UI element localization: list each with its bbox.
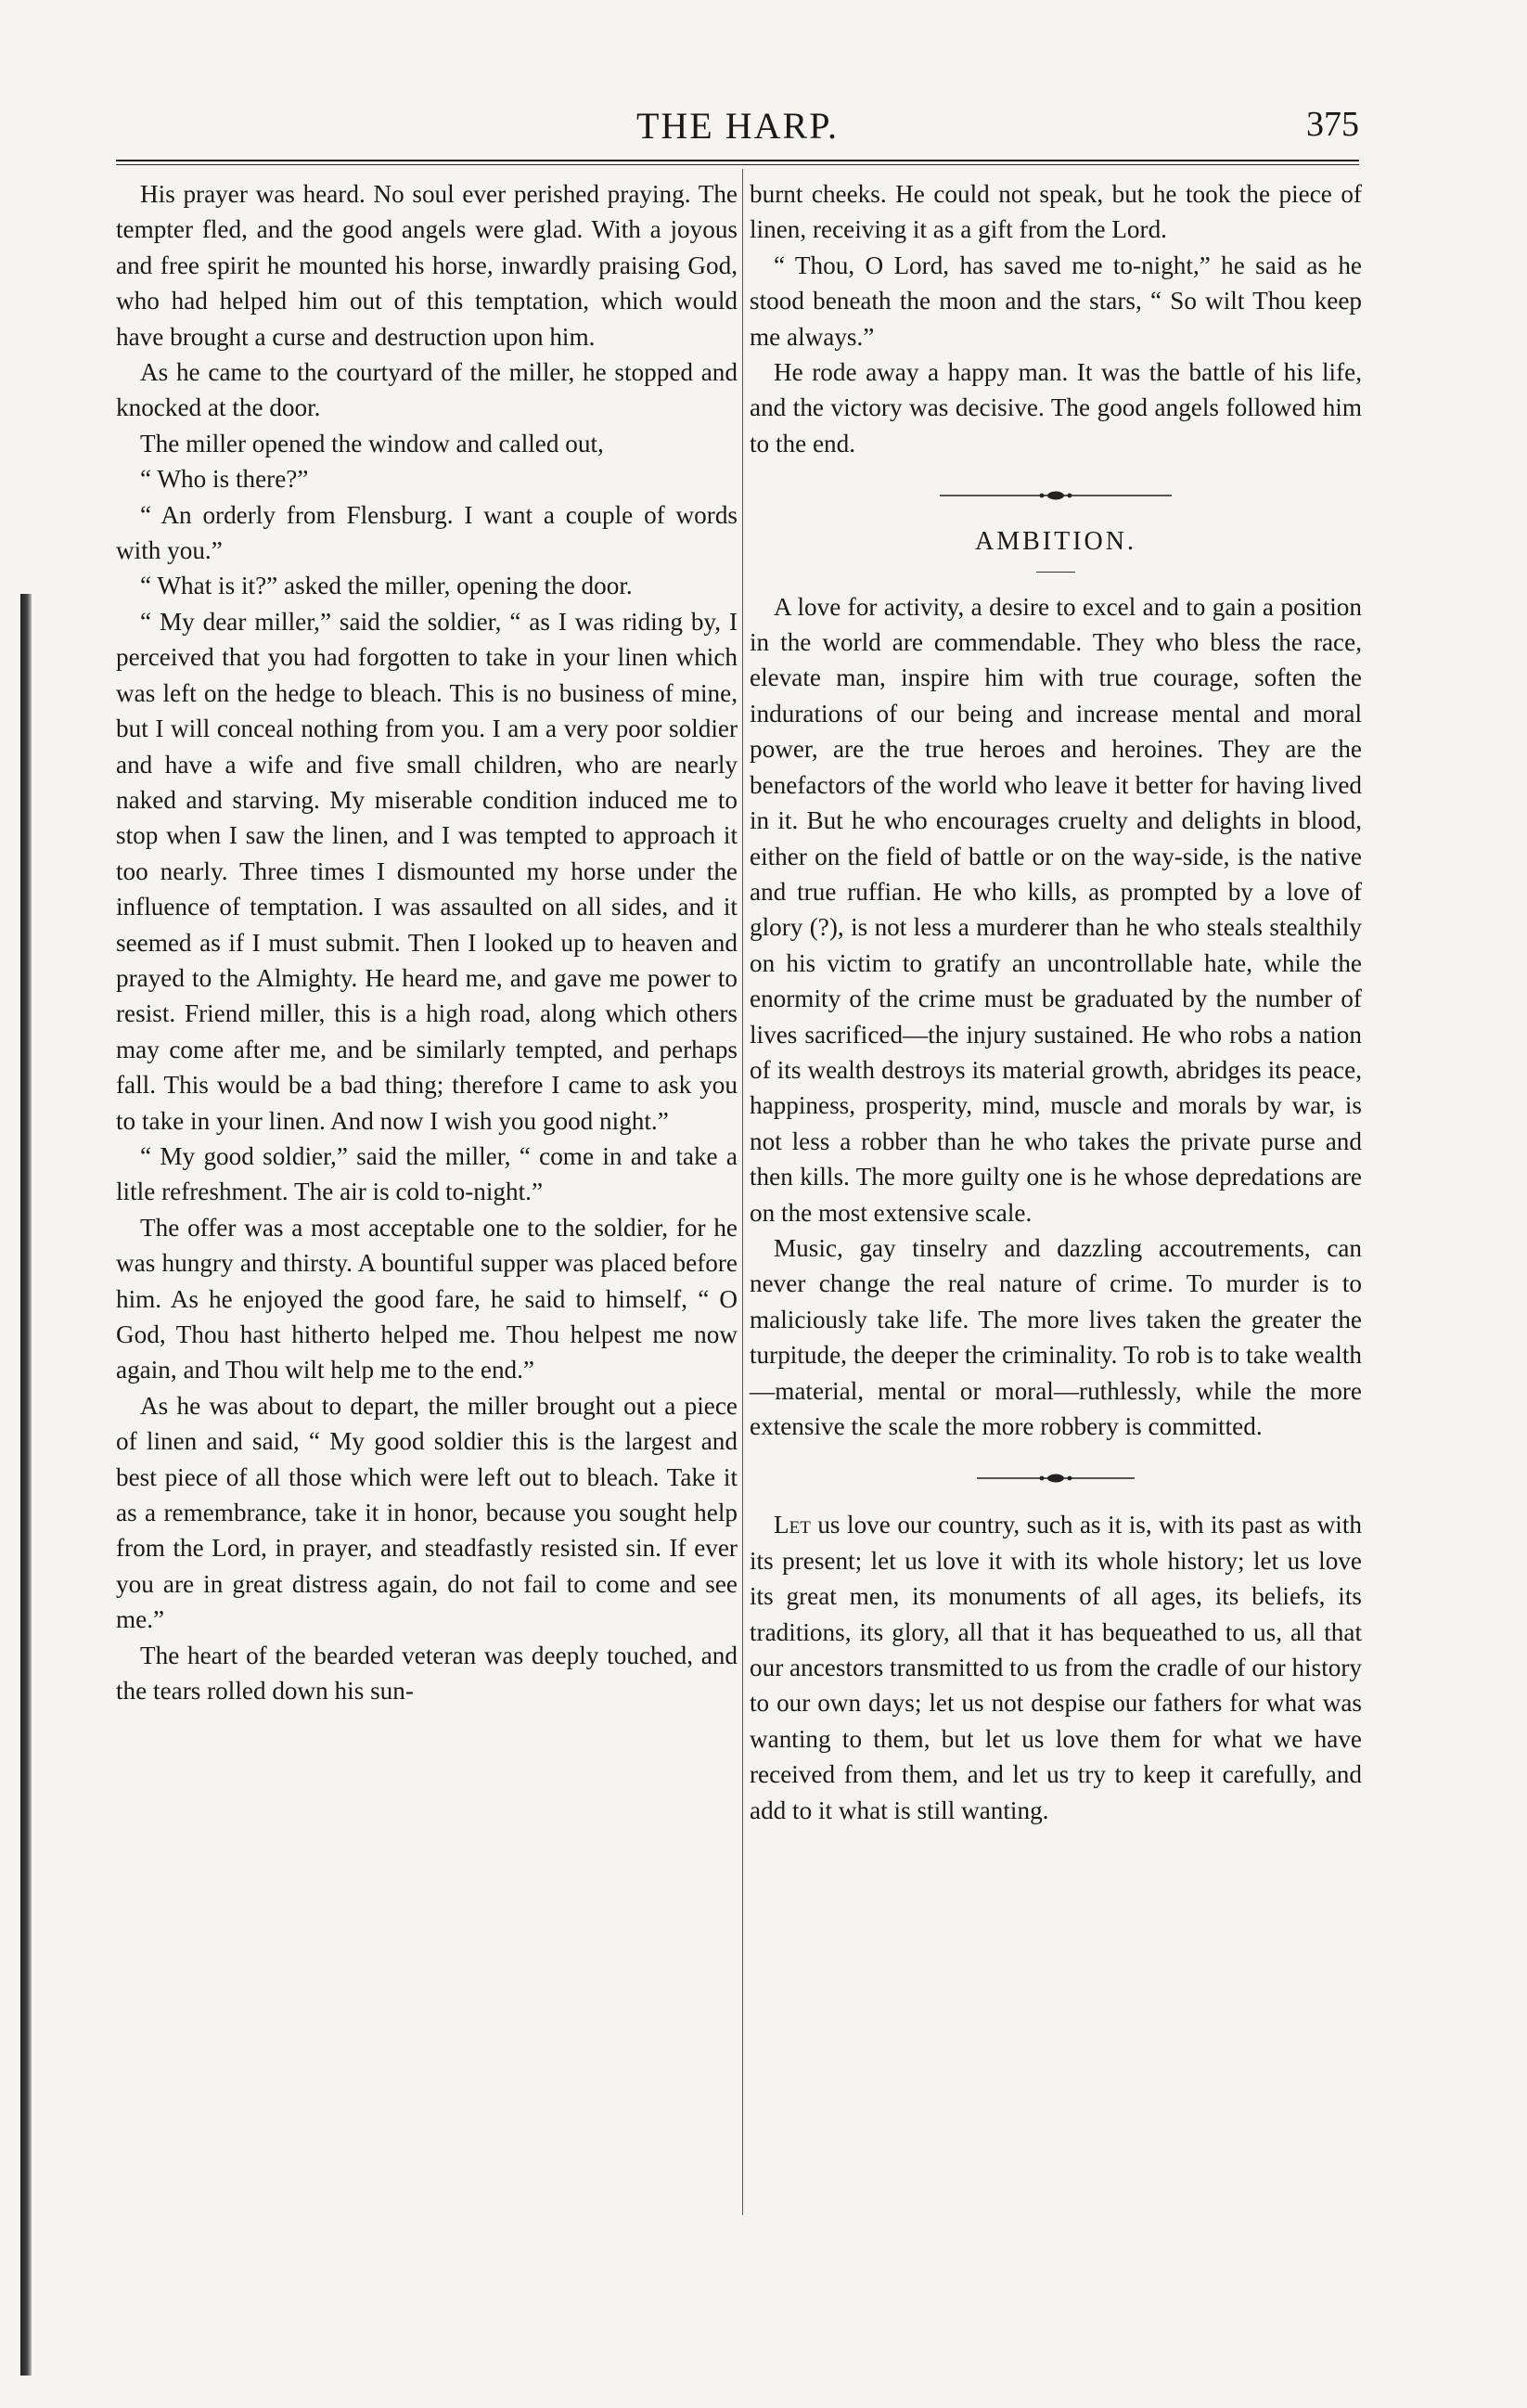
paragraph: burnt cheeks. He could not speak, but he took the piece of linen, receiving it as a gift from the Lord. [750, 180, 1362, 244]
running-title: THE HARP. [635, 105, 840, 147]
paragraph: As he was about to depart, the miller brought out a piece of linen and said, “ My good soldier this is the largest and best piece of all those which were left out to bleach. Take it as a remembrance, take it in honor, because you sought help from the Lord, in prayer, and steadfastly resisted sin. If ever you are in great distress again, do not fail to come and see me.” [116, 1391, 738, 1634]
paragraph-text: us love our country, such as it is, with its past as with its present; let us love it with its whole history; let us love its great men, its monuments of all ages, its beliefs, its traditions, its glory, all that it has bequeathed to us, all that our ancestors transmitted to us from the cradle of our history to our own days; let us not despise our fathers for what was wanting to them, but let us love them for what we have received from them, and let us try to keep it carefully, and add to it what is still wanting. [750, 1511, 1362, 1824]
paragraph: “ My good soldier,” said the miller, “ come in and take a litle refreshment. The air is cold to-night.” [116, 1141, 738, 1206]
paragraph: The heart of the bearded veteran was deeply touched, and the tears rolled down his sun- [116, 1641, 738, 1706]
section-ornament [750, 1457, 1362, 1500]
column-divider [742, 169, 743, 2215]
heading-rule [1036, 572, 1075, 573]
scan-binding-edge [20, 594, 32, 2376]
header-rule [116, 160, 1359, 165]
lead-word: Let [774, 1511, 811, 1539]
paragraph: A love for activity, a desire to excel and to gain a position in the world are commendable. They who bless the race, elevate man, inspire him with true courage, soften the indurations of our being and increase mental and moral power, are the true heroes and heroines. They are the benefactors of the world who leave it better for having lived in it. But he who encourages cruelty and delights in blood, either on the field of battle or on the way-side, is the native and true ruffian. He who kills, as prompted by a love of glory (?), is not less a murderer than he who steals stealthily on his victim to gratify an uncontrollable hate, while the enormity of the crime must be graduated by the number of lives sacrificed—the injury sustained. He who robs a nation of its wealth destroys its material growth, abridges its peace, happiness, prosperity, mind, muscle and morals by war, is not less a robber than he who takes the private purse and then kills. The more guilty one is he whose depredations are on the most extensive scale. [750, 592, 1362, 1227]
paragraph [750, 1507, 1362, 1828]
paragraph: His prayer was heard. No soul ever perished praying. The tempter fled, and the good angels were glad. With a joyous and free spirit he mounted his horse, inwardly praising God, who had helped him out of this temptation, which would have brought a curse and destruction upon him. [116, 180, 738, 351]
paragraph: “ Thou, O Lord, has saved me to-night,” he said as he stood beneath the moon and the stars, “ So wilt Thou keep me always.” [750, 251, 1362, 351]
paragraph: The offer was a most acceptable one to the soldier, for he was hungry and thirsty. A bountiful supper was placed before him. As he enjoyed the good fare, he said to himself, “ O God, Thou hast hitherto helped me. Thou helpest me now again, and Thou wilt help me to the end.” [116, 1213, 738, 1384]
section-ornament [750, 474, 1362, 517]
ornament-rule-icon [977, 1472, 1135, 1485]
right-column [750, 176, 1362, 1828]
paragraph: “ My dear miller,” said the soldier, “ as I was riding by, I perceived that you had forgotten to take in your linen which was left on the hedge to bleach. This is no business of mine, but I will conceal nothing from you. I am a very poor soldier and have a wife and five small children, who are nearly naked and starving. My miserable condition induced me to stop when I saw the linen, and I was tempted to approach it too nearly. Three times I dismounted my horse under the influence of temptation. I was assaulted on all sides, and it seemed as if I must submit. Then I looked up to heaven and prayed to the Almighty. He heard me, and gave me power to resist. Friend miller, this is a high road, along which others may come after me, and be similarly tempted, and perhaps fall. This would be a bad thing; therefore I came to ask you to take in your linen. And now I wish you good night.” [116, 607, 738, 1135]
paragraph: “ Who is there?” [140, 465, 309, 494]
left-column [116, 176, 738, 1708]
paragraph: Music, gay tinselry and dazzling accoutrements, can never change the real nature of crime. To murder is to maliciously take life. The more lives taken the greater the turpitude, the deeper the criminality. To rob is to take wealth—material, mental or moral—ruthlessly, while the more extensive the scale the more robbery is committed. [750, 1233, 1362, 1440]
ornament-rule-icon [940, 489, 1172, 502]
paragraph: “ An orderly from Flensburg. I want a couple of words with you.” [116, 500, 738, 565]
paragraph: “ What is it?” asked the miller, opening the door. [140, 572, 633, 600]
paragraph: As he came to the courtyard of the miller, he stopped and knocked at the door. [116, 358, 738, 422]
section-heading: AMBITION. [975, 527, 1136, 557]
paragraph: The miller opened the window and called out, [140, 429, 604, 457]
page-number: 375 [1306, 105, 1359, 144]
paragraph: He rode away a happy man. It was the battle of his life, and the victory was decisive. The good angels followed him to the end. [750, 358, 1362, 457]
page-header [116, 104, 1359, 160]
